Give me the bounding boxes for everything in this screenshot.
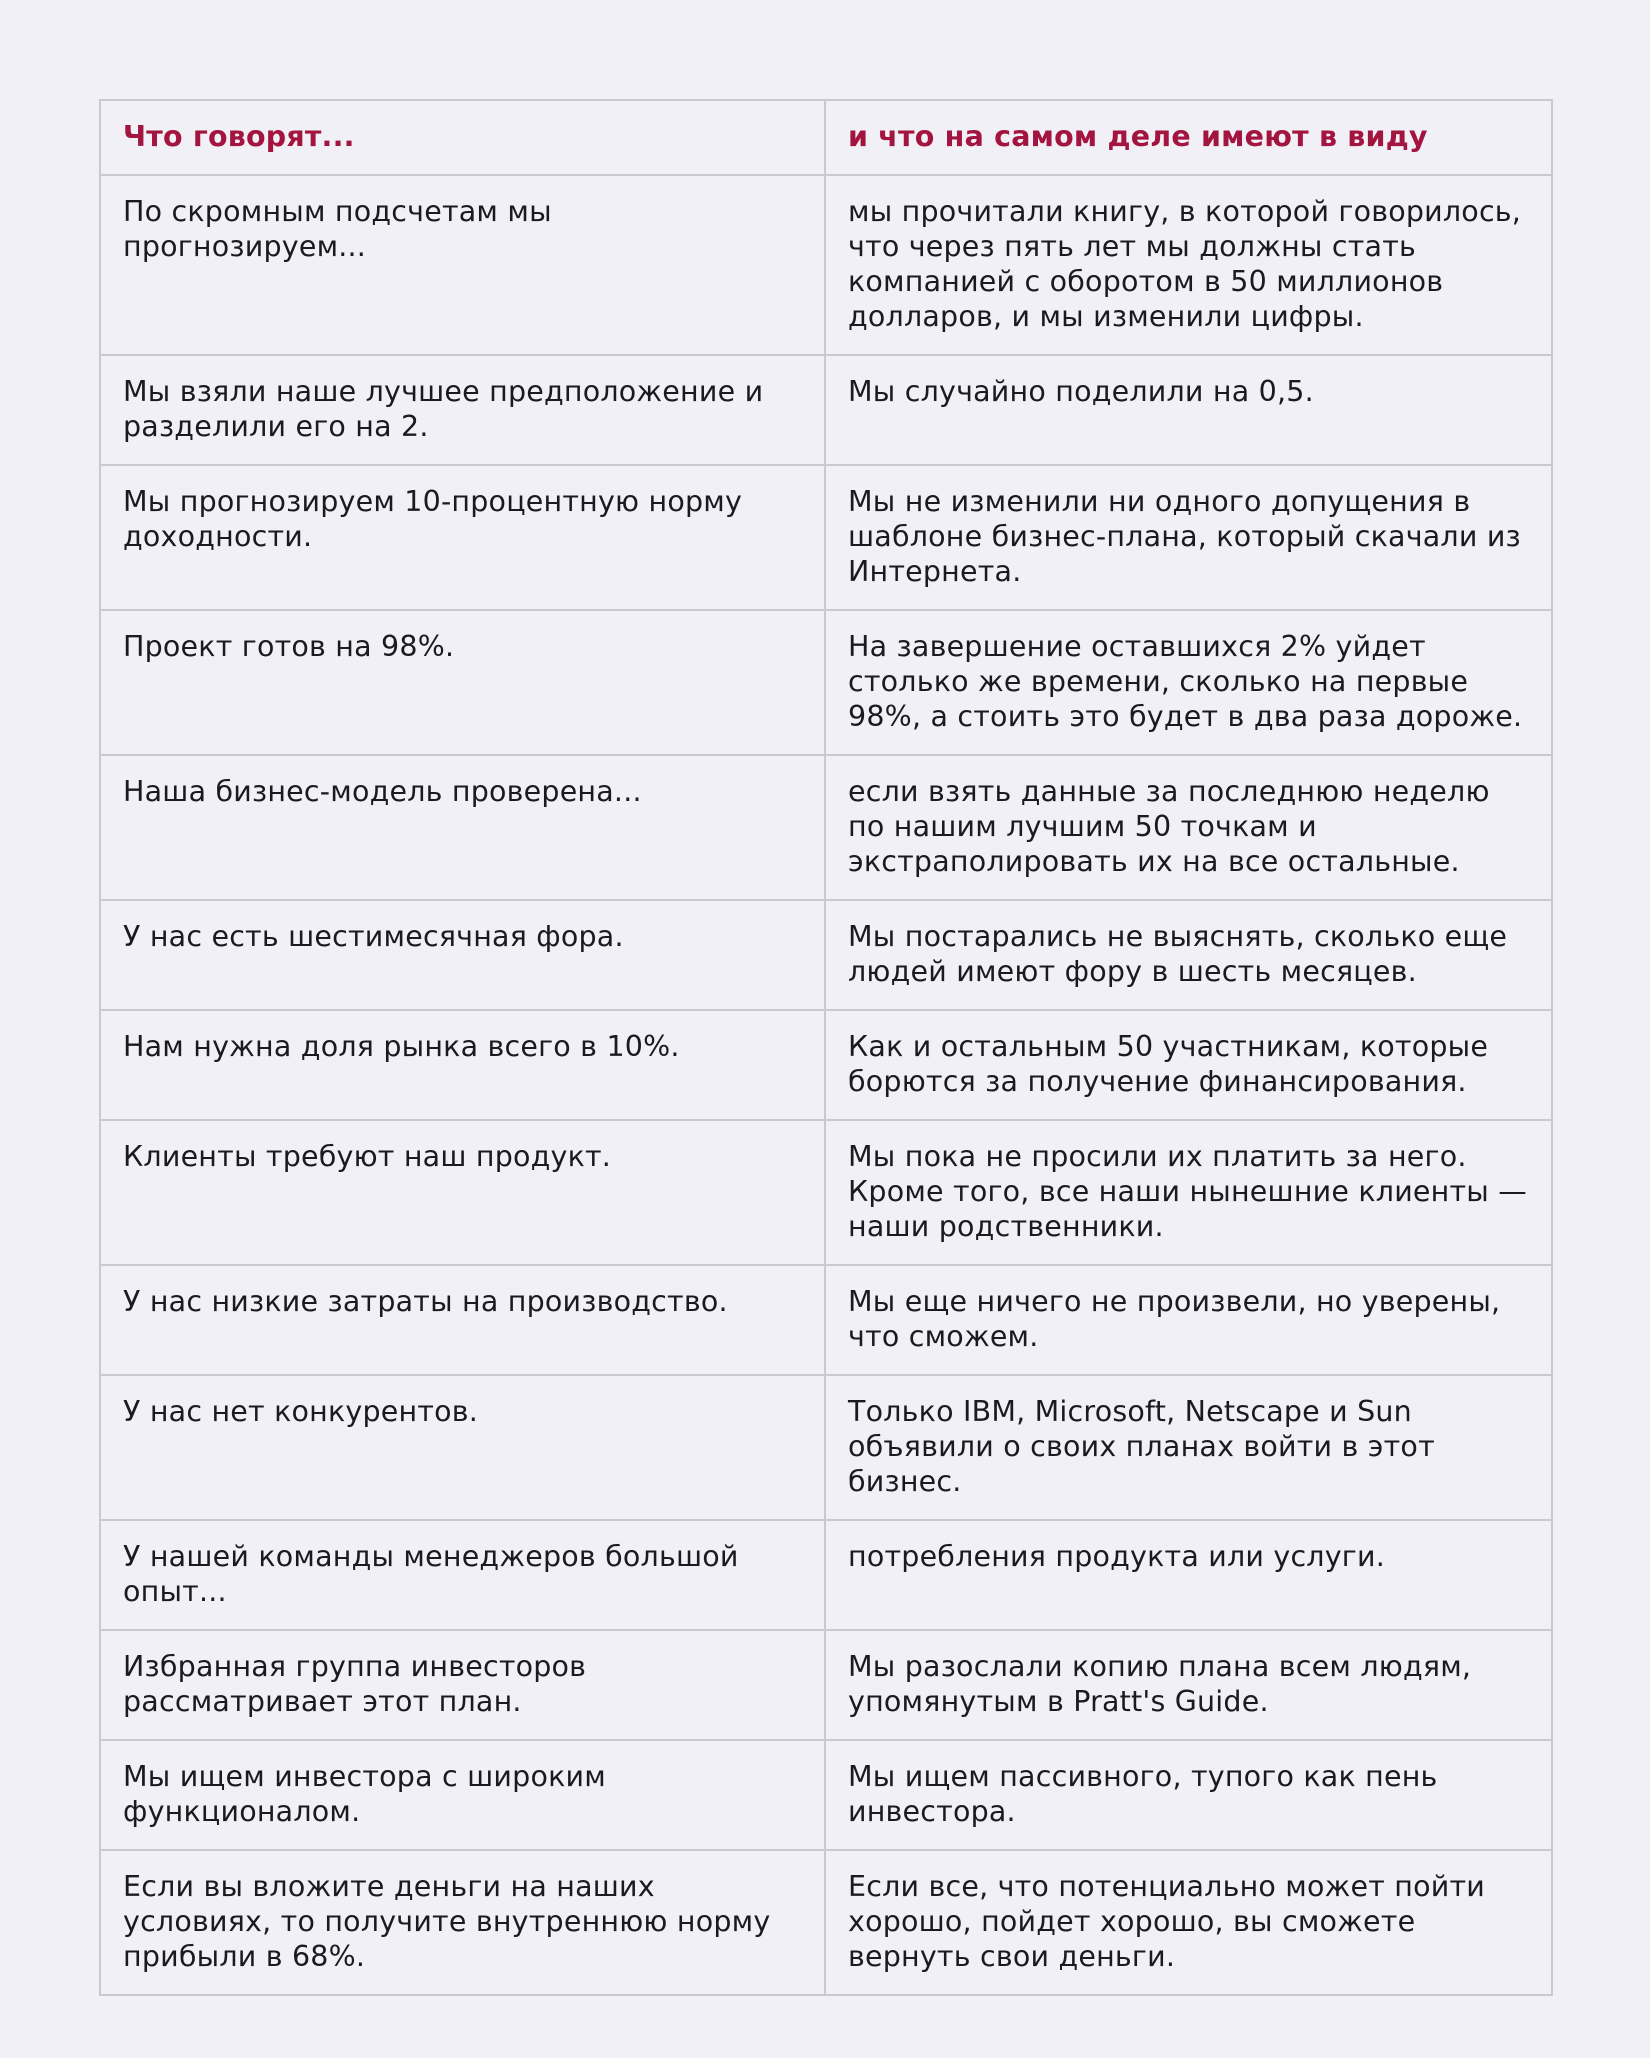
comparison-table-container (99, 99, 1551, 1996)
cell-what-they-mean: Только IBM, Microsoft, Netscape и Sun объявили о своих планах войти в этот бизнес. (825, 1375, 1552, 1520)
cell-what-they-mean: мы прочитали книгу, в которой говорилось, что через пять лет мы должны стать компанией с оборотом в 50 миллионов долларов, и мы изменили цифры. (825, 175, 1552, 355)
cell-what-they-say: Мы взяли наше лучшее предположение и разделили его на 2. (100, 355, 825, 465)
table-row (100, 900, 1552, 1010)
cell-what-they-mean: потребления продукта или услуги. (825, 1520, 1552, 1630)
cell-what-they-say: Нам нужна доля рынка всего в 10%. (100, 1010, 825, 1120)
header-what-they-mean: и что на самом деле имеют в виду (825, 100, 1552, 175)
cell-what-they-say: Проект готов на 98%. (100, 610, 825, 755)
cell-what-they-mean: Если все, что потенциально может пойти хорошо, пойдет хорошо, вы сможете вернуть свои деньги. (825, 1850, 1552, 1995)
table-row (100, 755, 1552, 900)
table-row (100, 1520, 1552, 1630)
table-row (100, 1010, 1552, 1120)
cell-what-they-say: Наша бизнес-модель проверена... (100, 755, 825, 900)
cell-what-they-mean: Мы постарались не выяснять, сколько еще людей имеют фору в шесть месяцев. (825, 900, 1552, 1010)
cell-what-they-say: Клиенты требуют наш продукт. (100, 1120, 825, 1265)
table-row (100, 1740, 1552, 1850)
table-row (100, 1265, 1552, 1375)
header-what-they-say: Что говорят... (100, 100, 825, 175)
cell-what-they-say: У нас есть шестимесячная фора. (100, 900, 825, 1010)
table-row (100, 465, 1552, 610)
cell-what-they-mean: Как и остальным 50 участникам, которые борются за получение финансирования. (825, 1010, 1552, 1120)
cell-what-they-say: По скромным подсчетам мы прогнозируем... (100, 175, 825, 355)
comparison-table (99, 99, 1553, 1996)
cell-what-they-mean: если взять данные за последнюю неделю по нашим лучшим 50 точкам и экстраполировать их на все остальные. (825, 755, 1552, 900)
cell-what-they-say: У нас нет конкурентов. (100, 1375, 825, 1520)
cell-what-they-mean: Мы не изменили ни одного допущения в шаблоне бизнес-плана, который скачали из Интернета. (825, 465, 1552, 610)
cell-what-they-say: Мы прогнозируем 10-процентную норму доходности. (100, 465, 825, 610)
cell-what-they-say: Если вы вложите деньги на наших условиях, то получите внутреннюю норму прибыли в 68%. (100, 1850, 825, 1995)
table-row (100, 1630, 1552, 1740)
cell-what-they-say: У нас низкие затраты на производство. (100, 1265, 825, 1375)
table-row (100, 610, 1552, 755)
table-row (100, 175, 1552, 355)
cell-what-they-mean: На завершение оставшихся 2% уйдет столько же времени, сколько на первые 98%, а стоить это будет в два раза дороже. (825, 610, 1552, 755)
cell-what-they-mean: Мы еще ничего не произвели, но уверены, что сможем. (825, 1265, 1552, 1375)
table-body (100, 175, 1552, 1995)
table-row (100, 355, 1552, 465)
table-row (100, 1850, 1552, 1995)
cell-what-they-mean: Мы ищем пассивного, тупого как пень инвестора. (825, 1740, 1552, 1850)
table-header-row (100, 100, 1552, 175)
table-row (100, 1375, 1552, 1520)
table-row (100, 1120, 1552, 1265)
cell-what-they-say: Мы ищем инвестора с широким функционалом. (100, 1740, 825, 1850)
cell-what-they-mean: Мы пока не просили их платить за него. Кроме того, все наши нынешние клиенты — наши родственники. (825, 1120, 1552, 1265)
cell-what-they-mean: Мы случайно поделили на 0,5. (825, 355, 1552, 465)
cell-what-they-say: У нашей команды менеджеров большой опыт... (100, 1520, 825, 1630)
cell-what-they-mean: Мы разослали копию плана всем людям, упомянутым в Pratt's Guide. (825, 1630, 1552, 1740)
cell-what-they-say: Избранная группа инвесторов рассматривает этот план. (100, 1630, 825, 1740)
